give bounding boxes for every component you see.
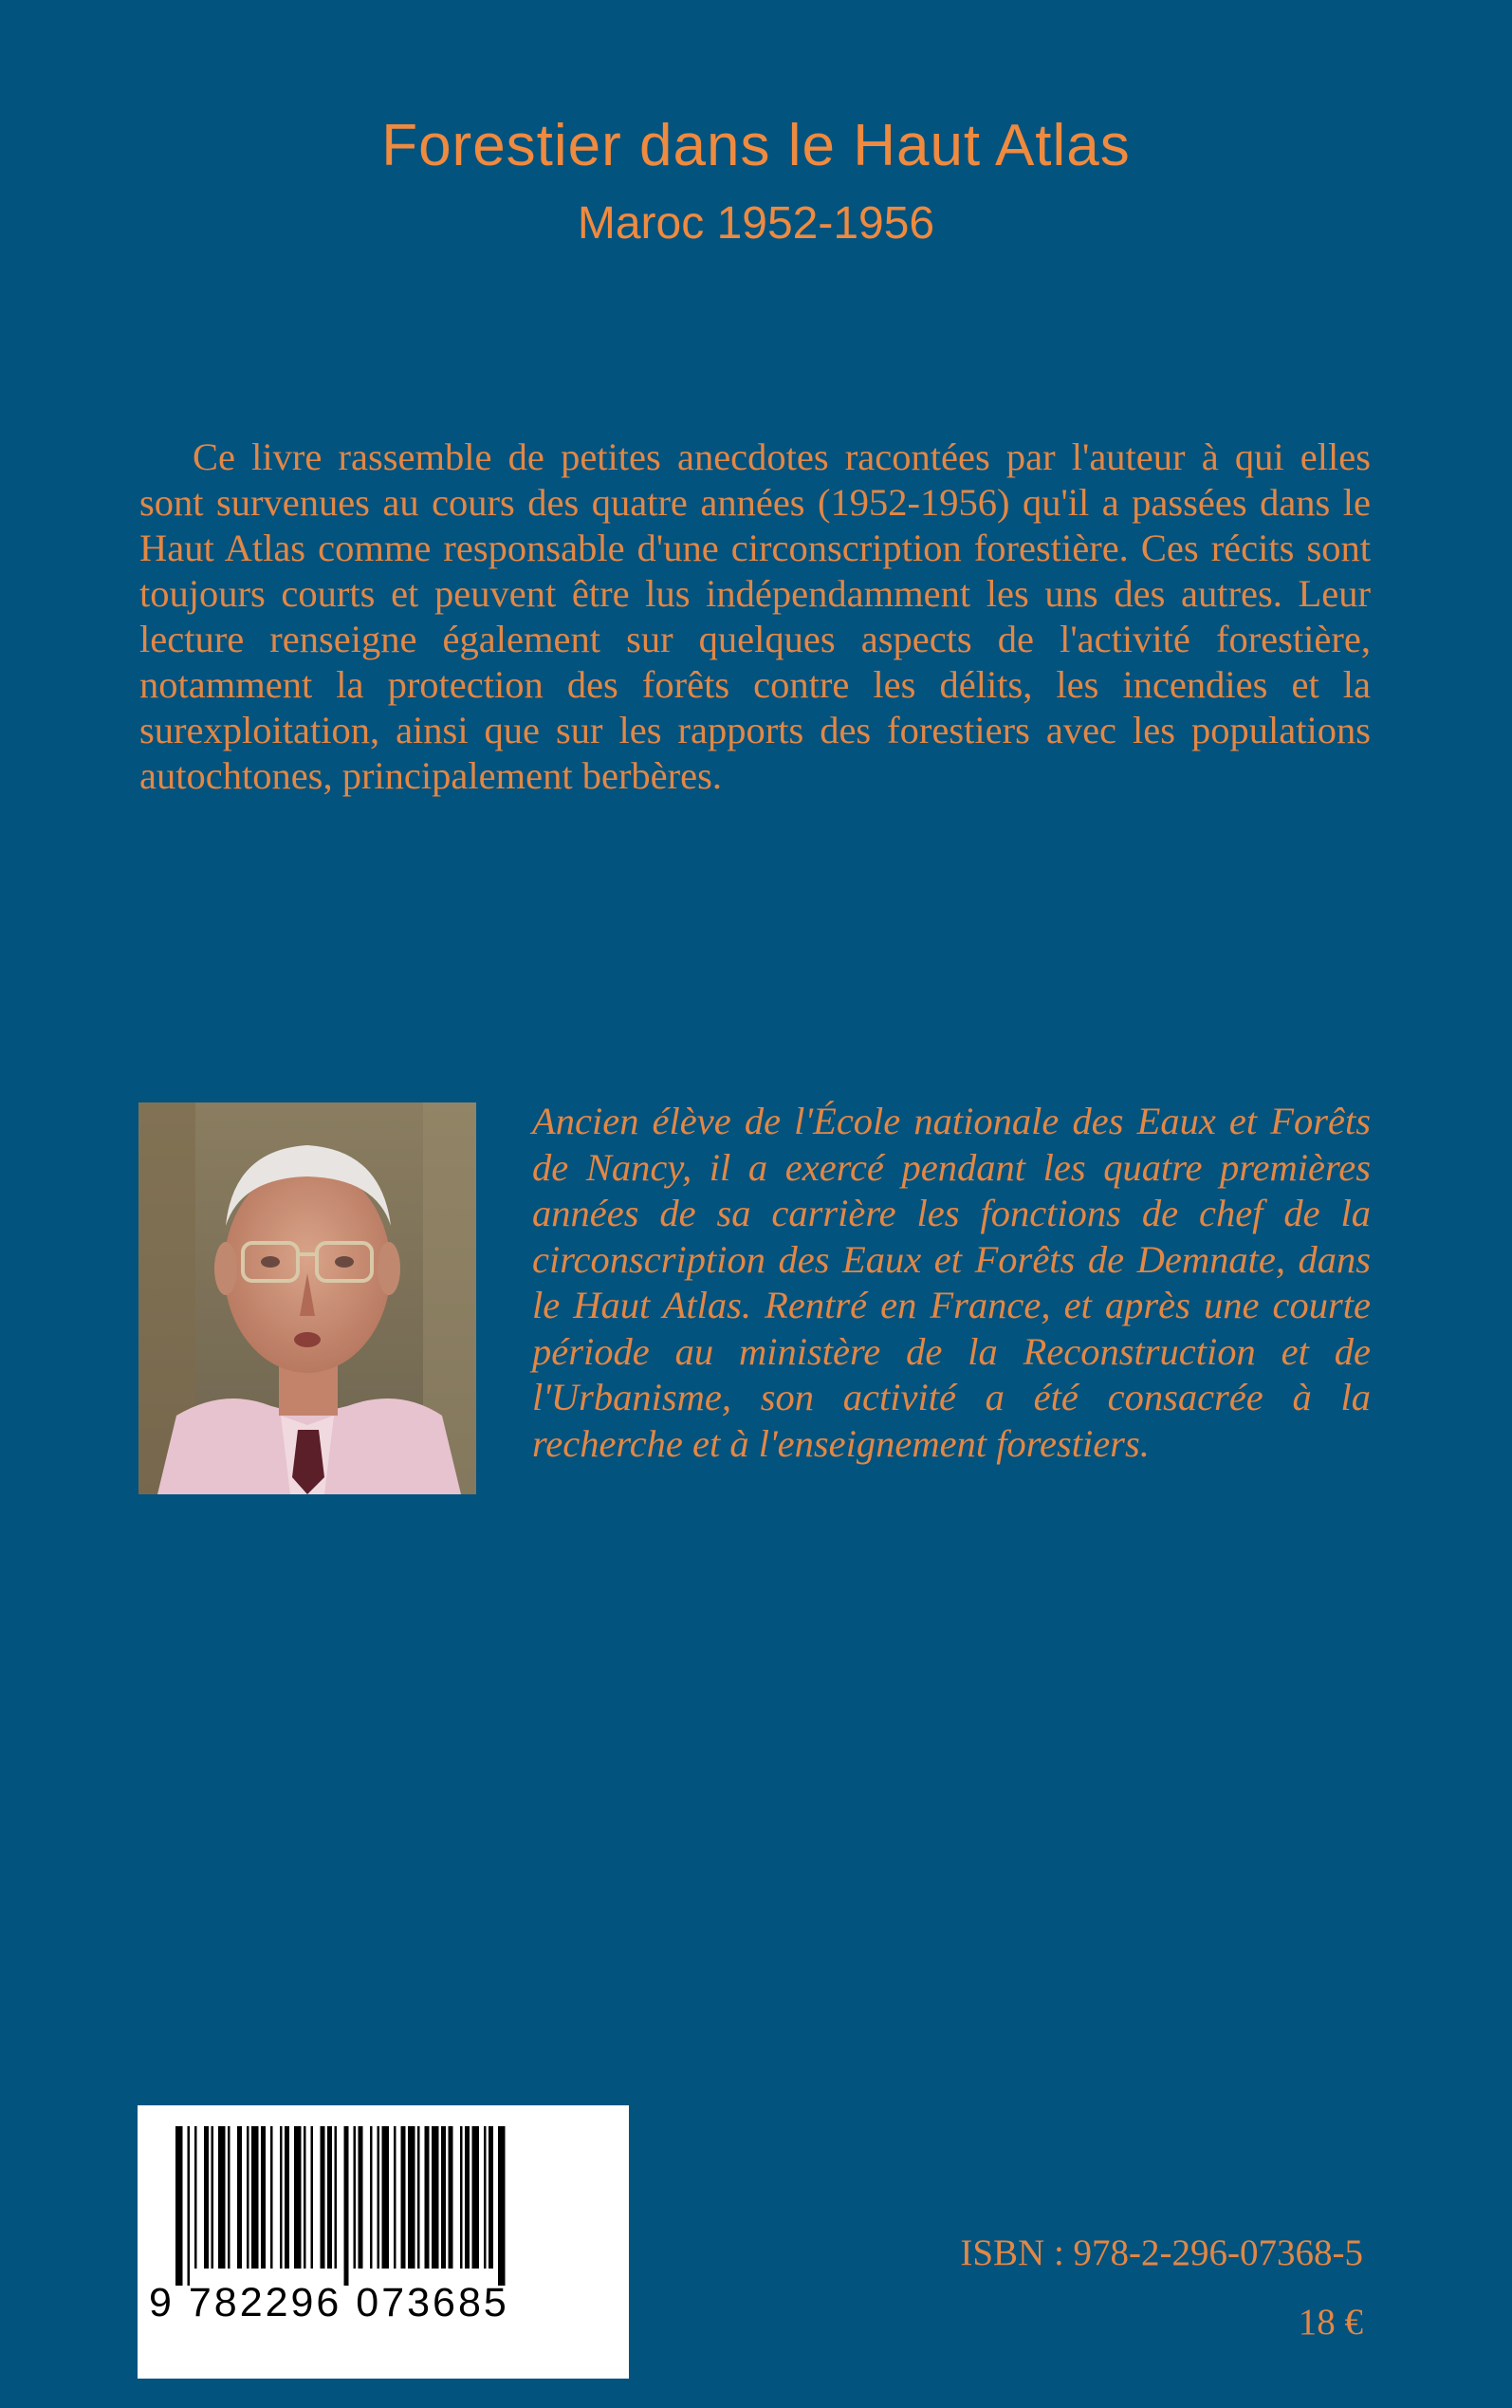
author-bio-text: Ancien élève de l'École nationale des Eaux et Forêts de Nancy, il a exercé pendant les quatre premières années de sa carrière les fonctions de chef de la circonscription des Eaux et Forêts de Demnate, dans le Haut Atlas. Rentré en France, et après une courte période au ministère de la Reconstruction et de l'Urbanisme, son activité a été consacrée à la recherche et à l'enseignement forestiers. (532, 1100, 1371, 1465)
barcode-bar (311, 2126, 314, 2269)
barcode-bar (270, 2126, 273, 2269)
barcode-bar (304, 2126, 306, 2269)
barcode-bar (408, 2126, 415, 2269)
barcode-bar (285, 2126, 289, 2269)
barcode-bar (394, 2126, 396, 2269)
barcode-bar (194, 2126, 197, 2269)
barcode-bar (359, 2126, 363, 2269)
barcode-bar (321, 2126, 325, 2269)
barcode-bar (261, 2126, 266, 2269)
barcode-bar (382, 2126, 390, 2269)
barcode (138, 2105, 629, 2379)
summary-paragraph: Ce livre rassemble de petites anecdotes racontées par l'auteur à qui elles sont survenues au cours des quatre années (1952-1956) qu'il a passées dans le Haut Atlas comme responsable d'une circonscription forestière. Ces récits sont toujours courts et peuvent être lus indépendamment les uns des autres. Leur lecture renseigne également sur quelques aspects de l'activité forestière, notamment la protection des forêts contre les délits, les incendies et la surexploitation, ainsi que sur les rapports des forestiers avec les populations autochtones, principalement berbères. (139, 435, 1371, 797)
barcode-bar (460, 2126, 463, 2269)
barcode-bar (498, 2126, 506, 2286)
barcode-bar (228, 2126, 230, 2269)
barcode-bar (484, 2126, 487, 2269)
barcode-bars (138, 2105, 629, 2379)
barcode-bar (465, 2126, 470, 2269)
barcode-bar (327, 2126, 332, 2269)
author-photo (138, 1102, 476, 1494)
barcode-bar (294, 2126, 302, 2269)
barcode-bar (344, 2126, 349, 2286)
book-title: Forestier dans le Haut Atlas (381, 113, 1131, 178)
barcode-bar (378, 2126, 380, 2269)
barcode-bar (354, 2126, 357, 2269)
barcode-bar (247, 2126, 249, 2269)
author-portrait-image (138, 1102, 476, 1494)
barcode-bar (251, 2126, 259, 2269)
price: 18 € (1298, 2302, 1363, 2343)
barcode-bar (204, 2126, 209, 2269)
barcode-bar (417, 2126, 420, 2269)
barcode-bar (188, 2126, 191, 2286)
barcode-bar (401, 2126, 406, 2269)
book-subtitle: Maroc 1952-1956 (577, 198, 935, 249)
barcode-bar (449, 2126, 453, 2269)
barcode-bar (280, 2126, 283, 2269)
barcode-bar (212, 2126, 214, 2269)
barcode-bar (425, 2126, 430, 2269)
isbn-number: ISBN : 978-2-296-07368-5 (960, 2232, 1363, 2273)
author-bio (532, 1099, 1371, 1467)
barcode-bar (237, 2126, 242, 2269)
barcode-bar (370, 2126, 373, 2269)
barcode-digits: 9 782296 073685 (149, 2280, 509, 2325)
barcode-bar (218, 2126, 226, 2269)
barcode-bar (335, 2126, 338, 2269)
barcode-bar (441, 2126, 446, 2269)
barcode-bar (432, 2126, 439, 2269)
barcode-bar (175, 2126, 183, 2286)
barcode-bar (472, 2126, 480, 2269)
book-summary (139, 435, 1371, 799)
barcode-bar (489, 2126, 493, 2269)
